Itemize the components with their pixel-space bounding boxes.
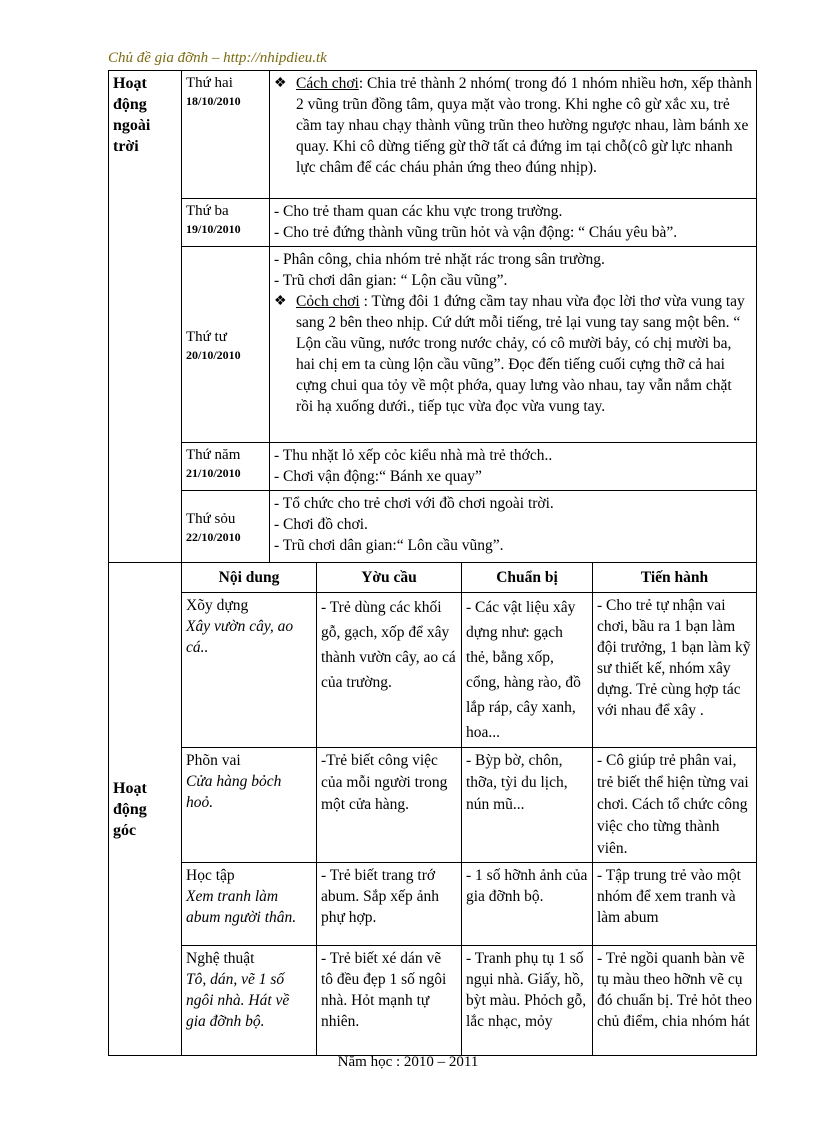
- day-cell-monday: Thứ hai 18/10/2010: [182, 71, 270, 199]
- content-cell: Nghệ thuật Tô, dán, vẽ 1 số ngôi nhà. Hát về gia đỡnh bộ.: [182, 946, 317, 1056]
- day-cell-wednesday: Thứ tư 20/10/2010: [182, 247, 270, 443]
- column-header-procedure: Tiến hành: [593, 563, 757, 593]
- table-row: [109, 593, 757, 748]
- preparation-cell: - 1 số hỡnh ảnh của gia đỡnh bộ.: [462, 863, 593, 946]
- table-row: [109, 863, 757, 946]
- requirement-cell: - Trẻ dùng các khối gỗ, gạch, xốp để xây thành vườn cây, ao cá của trường.: [317, 593, 462, 748]
- activity-cell-tuesday: - Cho trẻ tham quan các khu vực trong trường. - Cho trẻ đứng thành vũng trũn hỏt và vận động: “ Cháu yêu bà”.: [270, 199, 757, 247]
- procedure-cell: - Cho trẻ tự nhận vai chơi, bầu ra 1 bạn làm đội trưởng, 1 bạn làm kỹ sư thiết kế, nhóm xây dựng. Trẻ cùng hợp tác với nhau để xây .: [593, 593, 757, 748]
- diamond-bullet-icon: ❖: [274, 76, 287, 91]
- activity-cell-friday: - Tổ chức cho trẻ chơi với đồ chơi ngoài trời. - Chơi đồ chơi. - Trũ chơi dân gian:“ Lôn cầu vũng”.: [270, 491, 757, 563]
- bullet-item: ❖ Cỏch chơi : Từng đôi 1 đứng cầm tay nhau vừa đọc lời thơ vừa vung tay sang 2 bên theo nhịp. Cứ dứt mỗi tiếng, trẻ lại vung tay sang một bên. “ Lộn cầu vũng, nước trong nước chảy, có cô mười bảy, có chị mười ba, hai chị em ta cùng lộn cầu vũng”. Đọc đến tiếng cuối cựng thỡ cả hai cựng chui qua tỏy về một phớa, quay lưng vào nhau, tay vẫn nắm chặt rồi hạ xuống dưới., tiếp tục vừa đọc vừa vung tay.: [274, 293, 745, 415]
- content-cell: Xõy dựng Xây vườn cây, ao cá..: [182, 593, 317, 748]
- requirement-cell: - Trẻ biết trang trớ abum. Sắp xếp ảnh phự hợp.: [317, 863, 462, 946]
- requirement-cell: -Trẻ biết công việc của mỗi người trong một cửa hàng.: [317, 748, 462, 863]
- column-header-preparation: Chuẩn bị: [462, 563, 593, 593]
- preparation-cell: - Tranh phụ tụ 1 số ngụi nhà. Giấy, hồ, bỳt màu. Phỏch gỗ, lắc nhạc, mỏy: [462, 946, 593, 1056]
- content-cell: Phõn vai Cửa hàng bỏch hoỏ.: [182, 748, 317, 863]
- bullet-item: ❖ Cách chơi: Chia trẻ thành 2 nhóm( trong đó 1 nhóm nhiều hơn, xếp thành 2 vũng trũn đồng tâm, quya mặt vào trong. Khi nghe cô gừ xắc xu, trẻ cầm tay nhau chạy thành vũng trũn theo hường ngược nhau, làm bánh xe quay. Khi cô dừng tiếng gừ thỡ tất cả đứng im tại chỗ(cô gừ lực nhanh lực châm để các cháu phản ứng theo đúng nhịp).: [274, 75, 752, 176]
- day-cell-friday: Thứ sỏu 22/10/2010: [182, 491, 270, 563]
- table-row: [109, 946, 757, 1056]
- preparation-cell: - Bỳp bờ, chôn, thỡa, tỳi du lịch, nún mũ...: [462, 748, 593, 863]
- content-cell: Học tập Xem tranh làm abum người thân.: [182, 863, 317, 946]
- requirement-cell: - Trẻ biết xé dán vẽ tô đều đẹp 1 số ngôi nhà. Hỏt mạnh tự nhiên.: [317, 946, 462, 1056]
- column-header-requirement: Yờu cầu: [317, 563, 462, 593]
- column-header-content: Nội dung: [182, 563, 317, 593]
- procedure-cell: - Tập trung trẻ vào một nhóm để xem tranh và làm abum: [593, 863, 757, 946]
- procedure-cell: - Trẻ ngồi quanh bàn vẽ tụ màu theo hỡnh vẽ cụ đó chuẩn bị. Trẻ hỏt theo chủ điểm, chia nhóm hát: [593, 946, 757, 1056]
- activity-cell-monday: [270, 71, 757, 199]
- preparation-cell: - Các vật liệu xây dựng như: gạch thẻ, bằng xốp, cổng, hàng rào, đồ lắp ráp, cây xanh, hoa...: [462, 593, 593, 748]
- diamond-bullet-icon: ❖: [274, 294, 287, 309]
- corner-section-label: Hoạt động góc: [109, 563, 182, 1056]
- page-header: Chủ đề gia đỡnh – http://nhipdieu.tk: [108, 50, 327, 66]
- day-cell-tuesday: Thứ ba 19/10/2010: [182, 199, 270, 247]
- page-footer: Năm học : 2010 – 2011: [337, 1054, 479, 1070]
- table-row: [109, 748, 757, 863]
- procedure-cell: - Cô giúp trẻ phân vai, trẻ biết thể hiện từng vai chơi. Cách tổ chức công việc cho từng thành viên.: [593, 748, 757, 863]
- outdoor-activity-table: [108, 70, 757, 563]
- day-cell-thursday: Thứ năm 21/10/2010: [182, 443, 270, 491]
- activity-cell-thursday: - Thu nhặt lỏ xếp cỏc kiểu nhà mà trẻ thớch.. - Chơi vận động:“ Bánh xe quay”: [270, 443, 757, 491]
- outdoor-section-label: Hoạt động ngoài trời: [109, 71, 182, 563]
- corner-activity-table: [108, 562, 757, 1056]
- activity-cell-wednesday: - Phân công, chia nhóm trẻ nhặt rác trong sân trường. - Trũ chơi dân gian: “ Lộn cầu vũng”. ❖ Cỏch chơi : Từng đôi 1 đứng cầm tay nhau vừa đọc lời thơ vừa vung tay sang 2 bên theo nhịp. Cứ dứt mỗi tiếng, trẻ lại vung tay sang một bên. “ Lộn cầu vũng, nước trong nước chảy, có cô mười bảy, có chị mười ba, hai chị em ta cùng lộn cầu vũng”. Đọc đến tiếng cuối cựng thỡ cả hai cựng chui qua tỏy về một phớa, quay lưng vào nhau, tay vẫn nắm chặt rồi hạ xuống dưới., tiếp tục vừa đọc vừa vung tay.: [270, 247, 757, 443]
